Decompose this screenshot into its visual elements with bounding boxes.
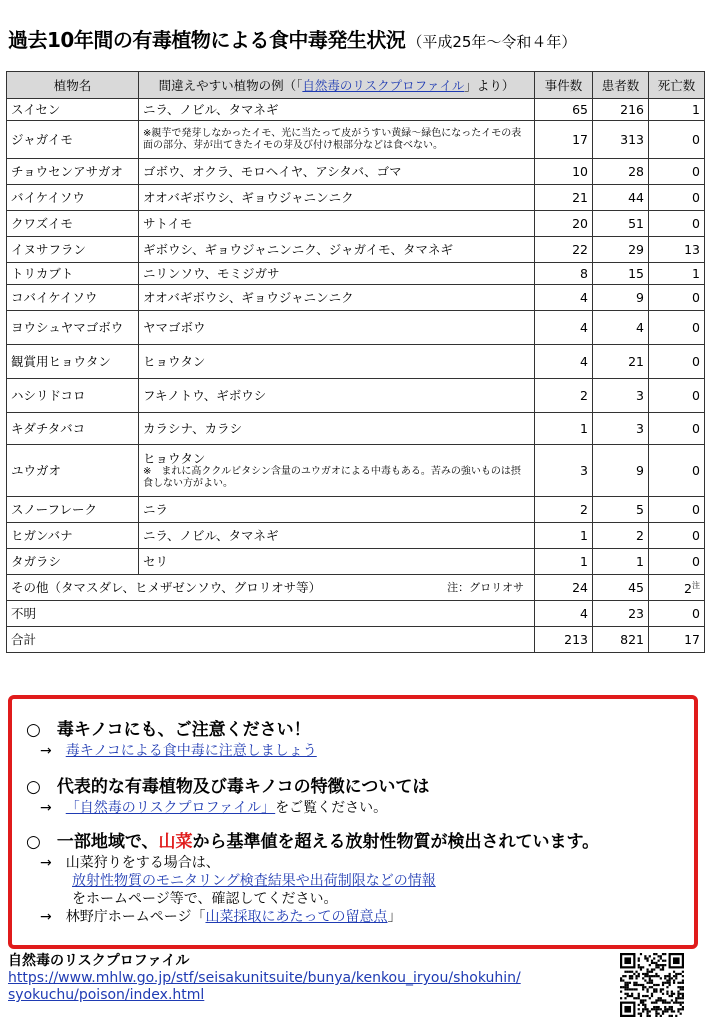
patients-count: 21 <box>593 345 649 379</box>
example-plants <box>139 121 535 159</box>
header-example: 間違えやすい植物の例（「自然毒のリスクプロファイル」より） <box>139 72 535 99</box>
deaths-count: 0 <box>649 211 705 237</box>
plant-name: スノーフレーク <box>7 497 139 523</box>
table-row <box>7 185 705 211</box>
header-plant: 植物名 <box>7 72 139 99</box>
example-plants <box>139 379 535 413</box>
example-text: ギボウシ、ギョウジャニンニク、ジャガイモ、タマネギ <box>143 242 454 257</box>
plant-name: 観賞用ヒョウタン <box>7 345 139 379</box>
patients-count: 313 <box>593 121 649 159</box>
example-plants <box>139 549 535 575</box>
example-text: ニラ <box>143 502 169 517</box>
row-label: 合計 <box>7 627 535 653</box>
footer-url-line1[interactable]: https://www.mhlw.go.jp/stf/seisakunitsuite/bunya/kenkou_iryou/shokuhin/ <box>8 970 521 986</box>
deaths-count: 0 <box>649 549 705 575</box>
cases-count: 22 <box>535 237 593 263</box>
example-text: ヤマゴボウ <box>143 320 206 335</box>
table-row <box>7 211 705 237</box>
table-row <box>7 445 705 497</box>
deaths-count: 0 <box>649 121 705 159</box>
table-row-unknown <box>7 601 705 627</box>
cases-count: 4 <box>535 345 593 379</box>
cases-count: 4 <box>535 601 593 627</box>
example-text: フキノトウ、ギボウシ <box>143 388 267 403</box>
cases-count: 10 <box>535 159 593 185</box>
example-plants <box>139 185 535 211</box>
plant-name: イヌサフラン <box>7 237 139 263</box>
patients-count: 28 <box>593 159 649 185</box>
table-row <box>7 379 705 413</box>
gloriosa-note: 注：グロリオサ <box>447 581 524 594</box>
patients-count: 29 <box>593 237 649 263</box>
table-row <box>7 121 705 159</box>
table-row <box>7 159 705 185</box>
table-row-total <box>7 627 705 653</box>
cases-count: 8 <box>535 263 593 285</box>
example-plants <box>139 523 535 549</box>
cases-count: 24 <box>535 575 593 601</box>
deaths-count: 0 <box>649 311 705 345</box>
plant-name: キダチタバコ <box>7 413 139 445</box>
plant-name: ユウガオ <box>7 445 139 497</box>
caution-note: ※ まれに高ククルビタシン含量のユウガオによる中毒もある。苦みの強いものは摂食しない方がよい。 <box>143 466 521 489</box>
profile-notice: ○ 代表的な有毒植物及び毒キノコの特徴については → 「自然毒のリスクプロファイル」をご覧ください。 <box>26 777 430 816</box>
cases-count: 1 <box>535 549 593 575</box>
plant-name: コバイケイソウ <box>7 285 139 311</box>
example-plants <box>139 311 535 345</box>
footer <box>8 953 521 1004</box>
deaths-count: 17 <box>649 627 705 653</box>
example-text: サトイモ <box>143 216 193 231</box>
table-row <box>7 523 705 549</box>
example-text: ゴボウ、オクラ、モロヘイヤ、アシタバ、ゴマ <box>143 164 402 179</box>
plant-name: ヒガンバナ <box>7 523 139 549</box>
cases-count: 20 <box>535 211 593 237</box>
deaths-count: 0 <box>649 497 705 523</box>
title-period: （平成25年～令和４年） <box>407 33 577 51</box>
patients-count: 3 <box>593 379 649 413</box>
example-plants <box>139 99 535 121</box>
table-row <box>7 99 705 121</box>
example-plants <box>139 345 535 379</box>
notice-box <box>8 695 698 949</box>
deaths-count: 0 <box>649 185 705 211</box>
deaths-count: 0 <box>649 601 705 627</box>
example-plants <box>139 263 535 285</box>
patients-count: 3 <box>593 413 649 445</box>
plant-name: ジャガイモ <box>7 121 139 159</box>
cases-count: 1 <box>535 413 593 445</box>
deaths-count: $2^注$ <box>649 575 705 601</box>
cases-count: 1 <box>535 523 593 549</box>
plant-name: チョウセンアサガオ <box>7 159 139 185</box>
example-plants <box>139 413 535 445</box>
patients-count: 821 <box>593 627 649 653</box>
poisoning-table <box>6 71 705 653</box>
cases-count: 2 <box>535 497 593 523</box>
mushroom-notice: ○ 毒キノコにも、ご注意ください！ → 毒キノコによる食中毒に注意しましょう <box>26 720 317 759</box>
deaths-count: 0 <box>649 413 705 445</box>
radiation-notice: ○ 一部地域で、山菜から基準値を超える放射性物質が検出されています。 → 山菜狩りをする場合は、 放射性物質のモニタリング検査結果や出荷制限などの情報 をホームページ等で、確認してください。 → 林野庁ホームページ「山菜採取にあたっての留意点」 <box>26 832 600 925</box>
patients-count: 45 <box>593 575 649 601</box>
cases-count: 213 <box>535 627 593 653</box>
monitoring-link[interactable]: 放射性物質のモニタリング検査結果や出荷制限などの情報 <box>72 873 436 889</box>
example-plants <box>139 497 535 523</box>
example-text: オオバギボウシ、ギョウジャニンニク <box>143 290 354 305</box>
mushroom-link[interactable]: 毒キノコによる食中毒に注意しましょう <box>65 743 317 759</box>
example-plants <box>139 445 535 497</box>
patients-count: 1 <box>593 549 649 575</box>
table-row <box>7 345 705 379</box>
cases-count: 4 <box>535 311 593 345</box>
deaths-count: 0 <box>649 379 705 413</box>
sansai-highlight: 山菜 <box>158 832 193 852</box>
patients-count: 5 <box>593 497 649 523</box>
example-text: ニリンソウ、モミジガサ <box>143 266 280 281</box>
cases-count: 65 <box>535 99 593 121</box>
deaths-count: 13 <box>649 237 705 263</box>
patients-count: 51 <box>593 211 649 237</box>
header-patients: 患者数 <box>593 72 649 99</box>
patients-count: 9 <box>593 445 649 497</box>
cases-count: 21 <box>535 185 593 211</box>
table-row-other <box>7 575 705 601</box>
plant-name: スイセン <box>7 99 139 121</box>
page-title <box>8 24 708 53</box>
plant-name: ハシリドコロ <box>7 379 139 413</box>
patients-count: 23 <box>593 601 649 627</box>
plant-name: クワズイモ <box>7 211 139 237</box>
caution-note: ※親芋で発芽しなかったイモ、光に当たって皮がうすい黄緑～緑色になったイモの表面の部分、芽が出てきたイモの芽及び付け根部分などは食べない。 <box>143 127 522 151</box>
patients-count: 2 <box>593 523 649 549</box>
footer-url-line2[interactable]: syokuchu/poison/index.html <box>8 987 205 1003</box>
example-text: セリ <box>143 554 169 569</box>
table-row <box>7 311 705 345</box>
table-row <box>7 263 705 285</box>
example-text: ヒョウタン <box>143 354 206 369</box>
example-text: カラシナ、カラシ <box>143 421 243 436</box>
example-plants <box>139 159 535 185</box>
table-row <box>7 497 705 523</box>
table-header-row <box>7 72 705 99</box>
deaths-count: 0 <box>649 445 705 497</box>
example-plants <box>139 211 535 237</box>
other-label: その他（タマスダレ、ヒメザゼンソウ、グロリオサ等） 注：グロリオサ <box>7 575 535 601</box>
patients-count: 4 <box>593 311 649 345</box>
example-text: ニラ、ノビル、タマネギ <box>143 102 279 117</box>
cases-count: 17 <box>535 121 593 159</box>
table-row <box>7 285 705 311</box>
table-row <box>7 413 705 445</box>
deaths-count: 0 <box>649 523 705 549</box>
header-cases: 事件数 <box>535 72 593 99</box>
example-text: ニラ、ノビル、タマネギ <box>143 528 279 543</box>
plant-name: トリカブト <box>7 263 139 285</box>
header-deaths: 死亡数 <box>649 72 705 99</box>
cases-count: 2 <box>535 379 593 413</box>
cases-count: 3 <box>535 445 593 497</box>
table-row <box>7 549 705 575</box>
patients-count: 44 <box>593 185 649 211</box>
plant-name: バイケイソウ <box>7 185 139 211</box>
mushroom-heading: 毒キノコにも、ご注意ください！ <box>56 720 311 740</box>
forestry-link[interactable]: 山菜採取にあたっての留意点 <box>205 909 388 925</box>
risk-profile-link[interactable]: 自然毒のリスクプロファイル <box>302 77 465 93</box>
example-text: ヒョウタン <box>143 451 206 466</box>
deaths-count: 1 <box>649 263 705 285</box>
patients-count: 15 <box>593 263 649 285</box>
title-main: 過去10年間の有毒植物による食中毒発生状況 <box>8 28 406 52</box>
deaths-count: 0 <box>649 345 705 379</box>
deaths-count: 0 <box>649 285 705 311</box>
cases-count: 4 <box>535 285 593 311</box>
profile-link[interactable]: 「自然毒のリスクプロファイル」 <box>65 800 276 816</box>
row-label: 不明 <box>7 601 535 627</box>
patients-count: 9 <box>593 285 649 311</box>
table-row <box>7 237 705 263</box>
footer-title: 自然毒のリスクプロファイル <box>8 953 190 969</box>
qr-code-icon <box>620 953 684 1017</box>
patients-count: 216 <box>593 99 649 121</box>
example-plants <box>139 237 535 263</box>
deaths-count: 1 <box>649 99 705 121</box>
deaths-count: 0 <box>649 159 705 185</box>
profile-heading: 代表的な有毒植物及び毒キノコの特徴については <box>56 777 430 797</box>
plant-name: タガラシ <box>7 549 139 575</box>
example-text: オオバギボウシ、ギョウジャニンニク <box>143 190 354 205</box>
plant-name: ヨウシュヤマゴボウ <box>7 311 139 345</box>
example-plants <box>139 285 535 311</box>
